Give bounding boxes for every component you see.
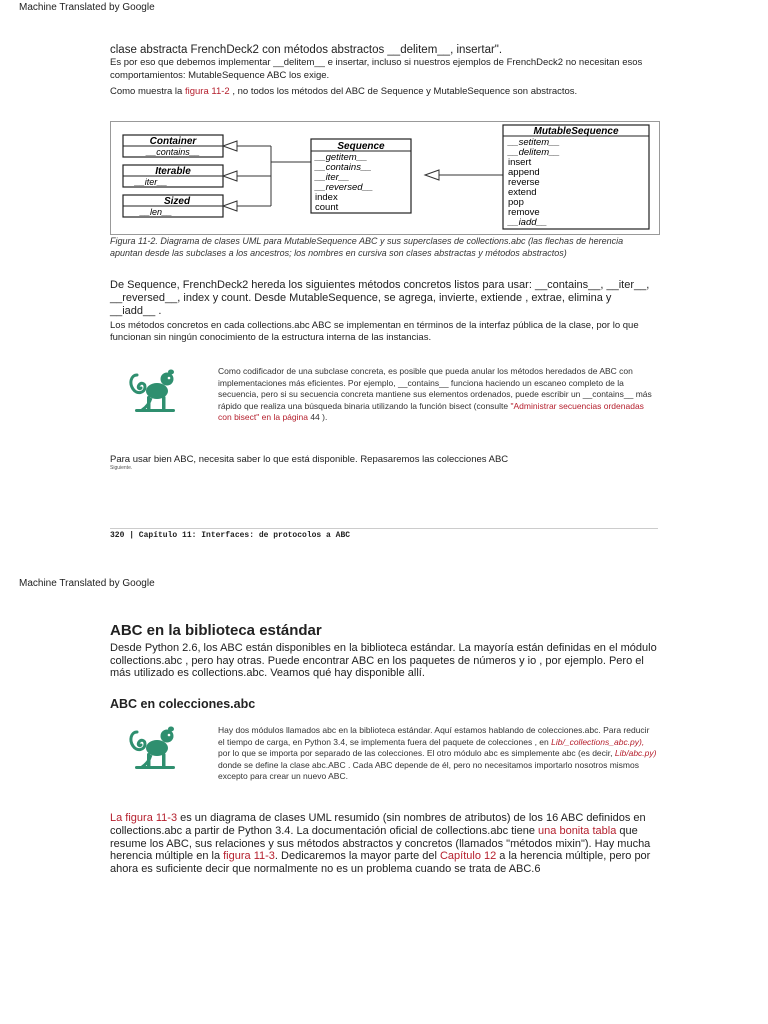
uml-mutable-name: MutableSequence [533,126,619,137]
uml-method: append [508,167,540,178]
uml-svg [111,122,659,234]
subsection-heading: ABC en colecciones.abc [110,697,256,711]
small-text: Siguiente. [110,465,133,471]
source-link[interactable]: Lib/_collections_abc.py), [551,736,645,747]
uml-sized-method: __len__ [139,207,173,217]
page-footer: 320 | Capítulo 11: Interfaces: de protocolos a ABC [110,531,351,540]
tip-note: Como codificador de una subclase concreta, es posible que pueda anular los métodos heredados de ABC con implementaciones más eficientes. Por ejemplo, __contains__ funciona haciendo un escaneo completo de la secuencia, pero si su secuencia concreta mantiene sus elementos ordenados, puede escribir un __contains__ más rápido que realiza una búsqueda binaria utilizando la función bisect (consulte "Administrar secuencias ordenadas con bisect" en la página 44 ). [218,366,652,422]
uml-method: extend [508,187,537,198]
uml-container-name: Container [149,136,197,147]
uml-method: __delitem__ [508,147,560,158]
paragraph: Para usar bien ABC, necesita saber lo que está disponible. Repasaremos las colecciones ABC [110,454,509,465]
paragraph: La figura 11-3 es un diagrama de clases UML resumido (sin nombres de atributos) de los 16 ABC definidos en collections.abc a partir de Python 3.4. La documentación oficial de collections.abc tiene una bonita tabla que resume los ABC, sus relaciones y sus métodos abstractos y concretos (llamados "métodos mixin"). Hay mucha herencia múltiple en la figura 11-3. Dedicaremos la mayor parte del Capítulo 12 a la herencia múltiple, pero por ahora es suficiente decir que normalmente no es un problema cuando se trata de ABC.6 [110,812,651,876]
uml-method: index [315,192,338,203]
lemur-tip-icon [127,363,182,415]
uml-sized-name: Sized [163,196,191,207]
paragraph: Como muestra la figura 11-2 , no todos los métodos del ABC de Sequence y MutableSequence son abstractos. [110,86,578,97]
source-link[interactable]: Lib/abc.py) [614,748,657,758]
chapter-link[interactable]: Capítulo 12 [439,850,497,863]
section-heading: ABC en la biblioteca estándar [110,622,322,639]
uml-method: __reversed__ [315,182,374,193]
paragraph: De Sequence, FrenchDeck2 hereda los siguientes métodos concretos listos para usar: __contains__, __iter__, __reversed__, index y count. Desde MutableSequence, se agrega, invierte, extiende , extrae, elimina y __iadd__ . [110,279,650,317]
figure-link[interactable]: figura 11-3 [223,850,275,863]
figure-caption: Figura 11-2. Diagrama de clases UML para MutableSequence ABC y sus superclases de collections.abc (las flechas de herencia apuntan desde las subclases a los ancestros; los nombres en cursiva son clases abstractas y métodos abstractos) [110,236,624,258]
footer-rule [110,528,658,529]
uml-container-method: __contains__ [146,147,200,157]
uml-iterable-name: Iterable [155,166,191,177]
tip-note: Hay dos módulos llamados abc en la biblioteca estándar. Aquí estamos hablando de colecciones.abc. Para reducir el tiempo de carga, en Python 3.4, se implementa fuera del paquete de colecciones , en Lib/_collections_abc.py), por lo que se importa por separado de las colecciones. El otro módulo abc es simplemente abc (es decir, Lib/abc.py) donde se define la clase abc.ABC . Cada ABC depende de él, pero no necesitamos importarlo nosotros mismos excepto para crear un nuevo ABC. [218,725,657,781]
table-link[interactable]: una bonita tabla [538,824,617,837]
uml-method: reverse [508,177,540,188]
text-line: clase abstracta FrenchDeck2 con métodos abstractos __delitem__, insertar". [110,44,503,56]
uml-method: remove [508,207,540,218]
machine-translated-label: Machine Translated by Google [19,2,155,13]
paragraph: Los métodos concretos en cada collections.abc ABC se implementan en términos de la interfaz pública de la clase, por lo que funcionan sin ningún conocimiento de la estructura interna de las instancias. [110,320,639,343]
uml-method: __iadd__ [508,217,548,228]
uml-method: __contains__ [315,162,372,173]
uml-method: __setitem__ [508,137,560,148]
machine-translated-label: Machine Translated by Google [19,578,155,589]
paragraph: Es por eso que debemos implementar __delitem__ e insertar, incluso si nuestros ejemplos de FrenchDeck2 no necesitan esos comportamientos: MutableSequence ABC los exige. [110,57,643,81]
uml-method: __getitem__ [315,152,368,163]
figure-link[interactable]: figura 11-2 [184,86,230,97]
uml-sequence-name: Sequence [337,141,385,152]
uml-method: __iter__ [315,172,350,183]
paragraph: Desde Python 2.6, los ABC están disponibles en la biblioteca estándar. La mayoría están definidas en el módulo collections.abc , pero hay otras. Puede encontrar ABC en los paquetes de números y io , por ejemplo. Pero el más utilizado es collections.abc. Veamos qué hay disponible allí. [110,642,657,679]
uml-method: count [315,202,339,213]
uml-method: pop [508,197,524,208]
uml-method: insert [508,157,532,168]
figure-link[interactable]: La figura 11-3 [110,812,178,824]
bisect-link[interactable]: "Administrar secuencias ordenadas con bisect" en la página [218,400,644,422]
uml-iterable-method: __iter__ [134,177,168,187]
uml-diagram [110,121,660,235]
lemur-tip-icon [127,720,182,772]
